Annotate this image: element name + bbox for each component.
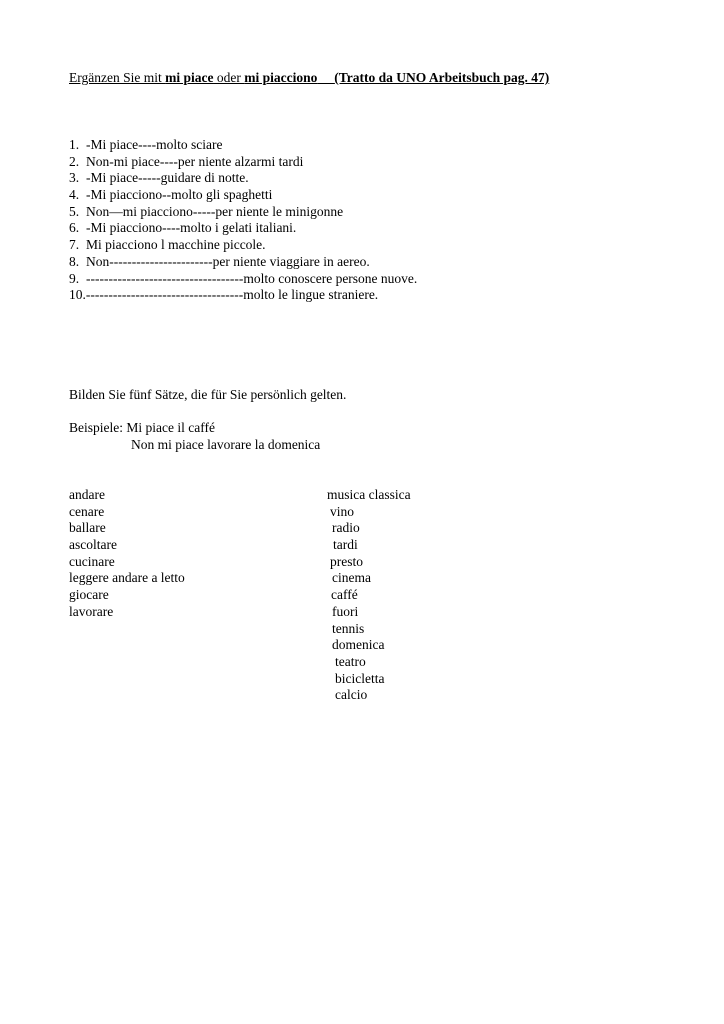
noun-item: radio (332, 520, 360, 536)
verb-item: cucinare (69, 553, 115, 569)
noun-item: caffé (331, 587, 358, 603)
exercise-text: -Mi piacciono----molto i gelati italiani. (86, 220, 297, 236)
noun-item: tardi (333, 537, 358, 553)
verb-item: ascoltare (69, 537, 117, 553)
exercise-item (69, 220, 417, 237)
title-text-oder: oder (213, 70, 245, 85)
exercise-text: -Mi piace-----guidare di notte. (86, 170, 249, 186)
exercise-item (69, 254, 417, 271)
verb-item: andare (69, 487, 105, 502)
noun-item: fuori (332, 603, 359, 619)
examples-label: Beispiele: (69, 420, 127, 435)
exercise-item (69, 154, 417, 171)
exercise-item (69, 137, 417, 154)
exercise-number: 7. (69, 237, 80, 253)
example-sentence-1: Mi piace il caffé (126, 420, 215, 435)
verb-item: cenare (69, 503, 105, 519)
noun-item: teatro (335, 653, 366, 669)
exercise-item (69, 237, 417, 254)
example-sentence-2: Non mi piace lavorare la domenica (131, 437, 321, 452)
exercise-text: -----------------------------------molto le lingue straniere. (85, 287, 379, 303)
noun-item: tennis (332, 620, 365, 636)
verb-item: lavorare (69, 603, 114, 619)
exercise-text: Non-----------------------per niente viaggiare in aereo. (86, 253, 370, 269)
exercise-item (69, 204, 417, 221)
task-instruction: Bilden Sie fünf Sätze, die für Sie persönlich gelten. (69, 387, 347, 402)
noun-item: cinema (332, 570, 371, 586)
title-bold-mi-piace: mi piace (165, 70, 214, 85)
worksheet-title (69, 70, 549, 87)
exercise-number: 2. (69, 153, 80, 169)
title-spacer (317, 70, 334, 85)
exercise-item (69, 187, 417, 204)
exercise-item (69, 271, 417, 288)
exercise-text: -Mi piacciono--molto gli spaghetti (86, 187, 273, 203)
title-bold-mi-piacciono: mi piacciono (244, 70, 318, 85)
noun-item: vino (330, 503, 355, 519)
exercise-text: -----------------------------------molto conoscere persone nuove. (86, 270, 418, 286)
exercise-item (69, 287, 417, 304)
exercise-text: -Mi piace----molto sciare (86, 137, 223, 152)
exercise-text: Non—mi piacciono-----per niente le minigonne (86, 203, 344, 219)
exercise-number: 4. (69, 187, 80, 203)
exercise-text: Mi piacciono l macchine piccole. (86, 237, 266, 253)
exercise-number: 6. (69, 220, 80, 236)
exercise-number: 3. (69, 170, 80, 186)
exercise-number: 10. (69, 287, 86, 303)
title-source: (Tratto da UNO Arbeitsbuch pag. 47) (334, 70, 550, 85)
verb-list (69, 487, 185, 621)
verb-item: ballare (69, 520, 106, 536)
exercise-text: Non-mi piace----per niente alzarmi tardi (86, 153, 304, 169)
noun-item: presto (330, 553, 363, 569)
exercise-number: 1. (69, 137, 80, 152)
noun-item: bicicletta (335, 670, 385, 686)
noun-item: domenica (332, 637, 385, 653)
title-text: Ergänzen Sie mit (69, 70, 166, 85)
noun-item: musica classica (327, 487, 411, 502)
exercise-item (69, 170, 417, 187)
noun-list (327, 487, 411, 704)
exercise-number: 8. (69, 253, 80, 269)
exercise-list (69, 137, 417, 304)
exercise-number: 9. (69, 270, 80, 286)
examples-line-1 (69, 420, 215, 437)
verb-item: giocare (69, 587, 109, 603)
verb-item: leggere andare a letto (69, 570, 185, 586)
exercise-number: 5. (69, 203, 80, 219)
noun-item: calcio (335, 687, 368, 703)
